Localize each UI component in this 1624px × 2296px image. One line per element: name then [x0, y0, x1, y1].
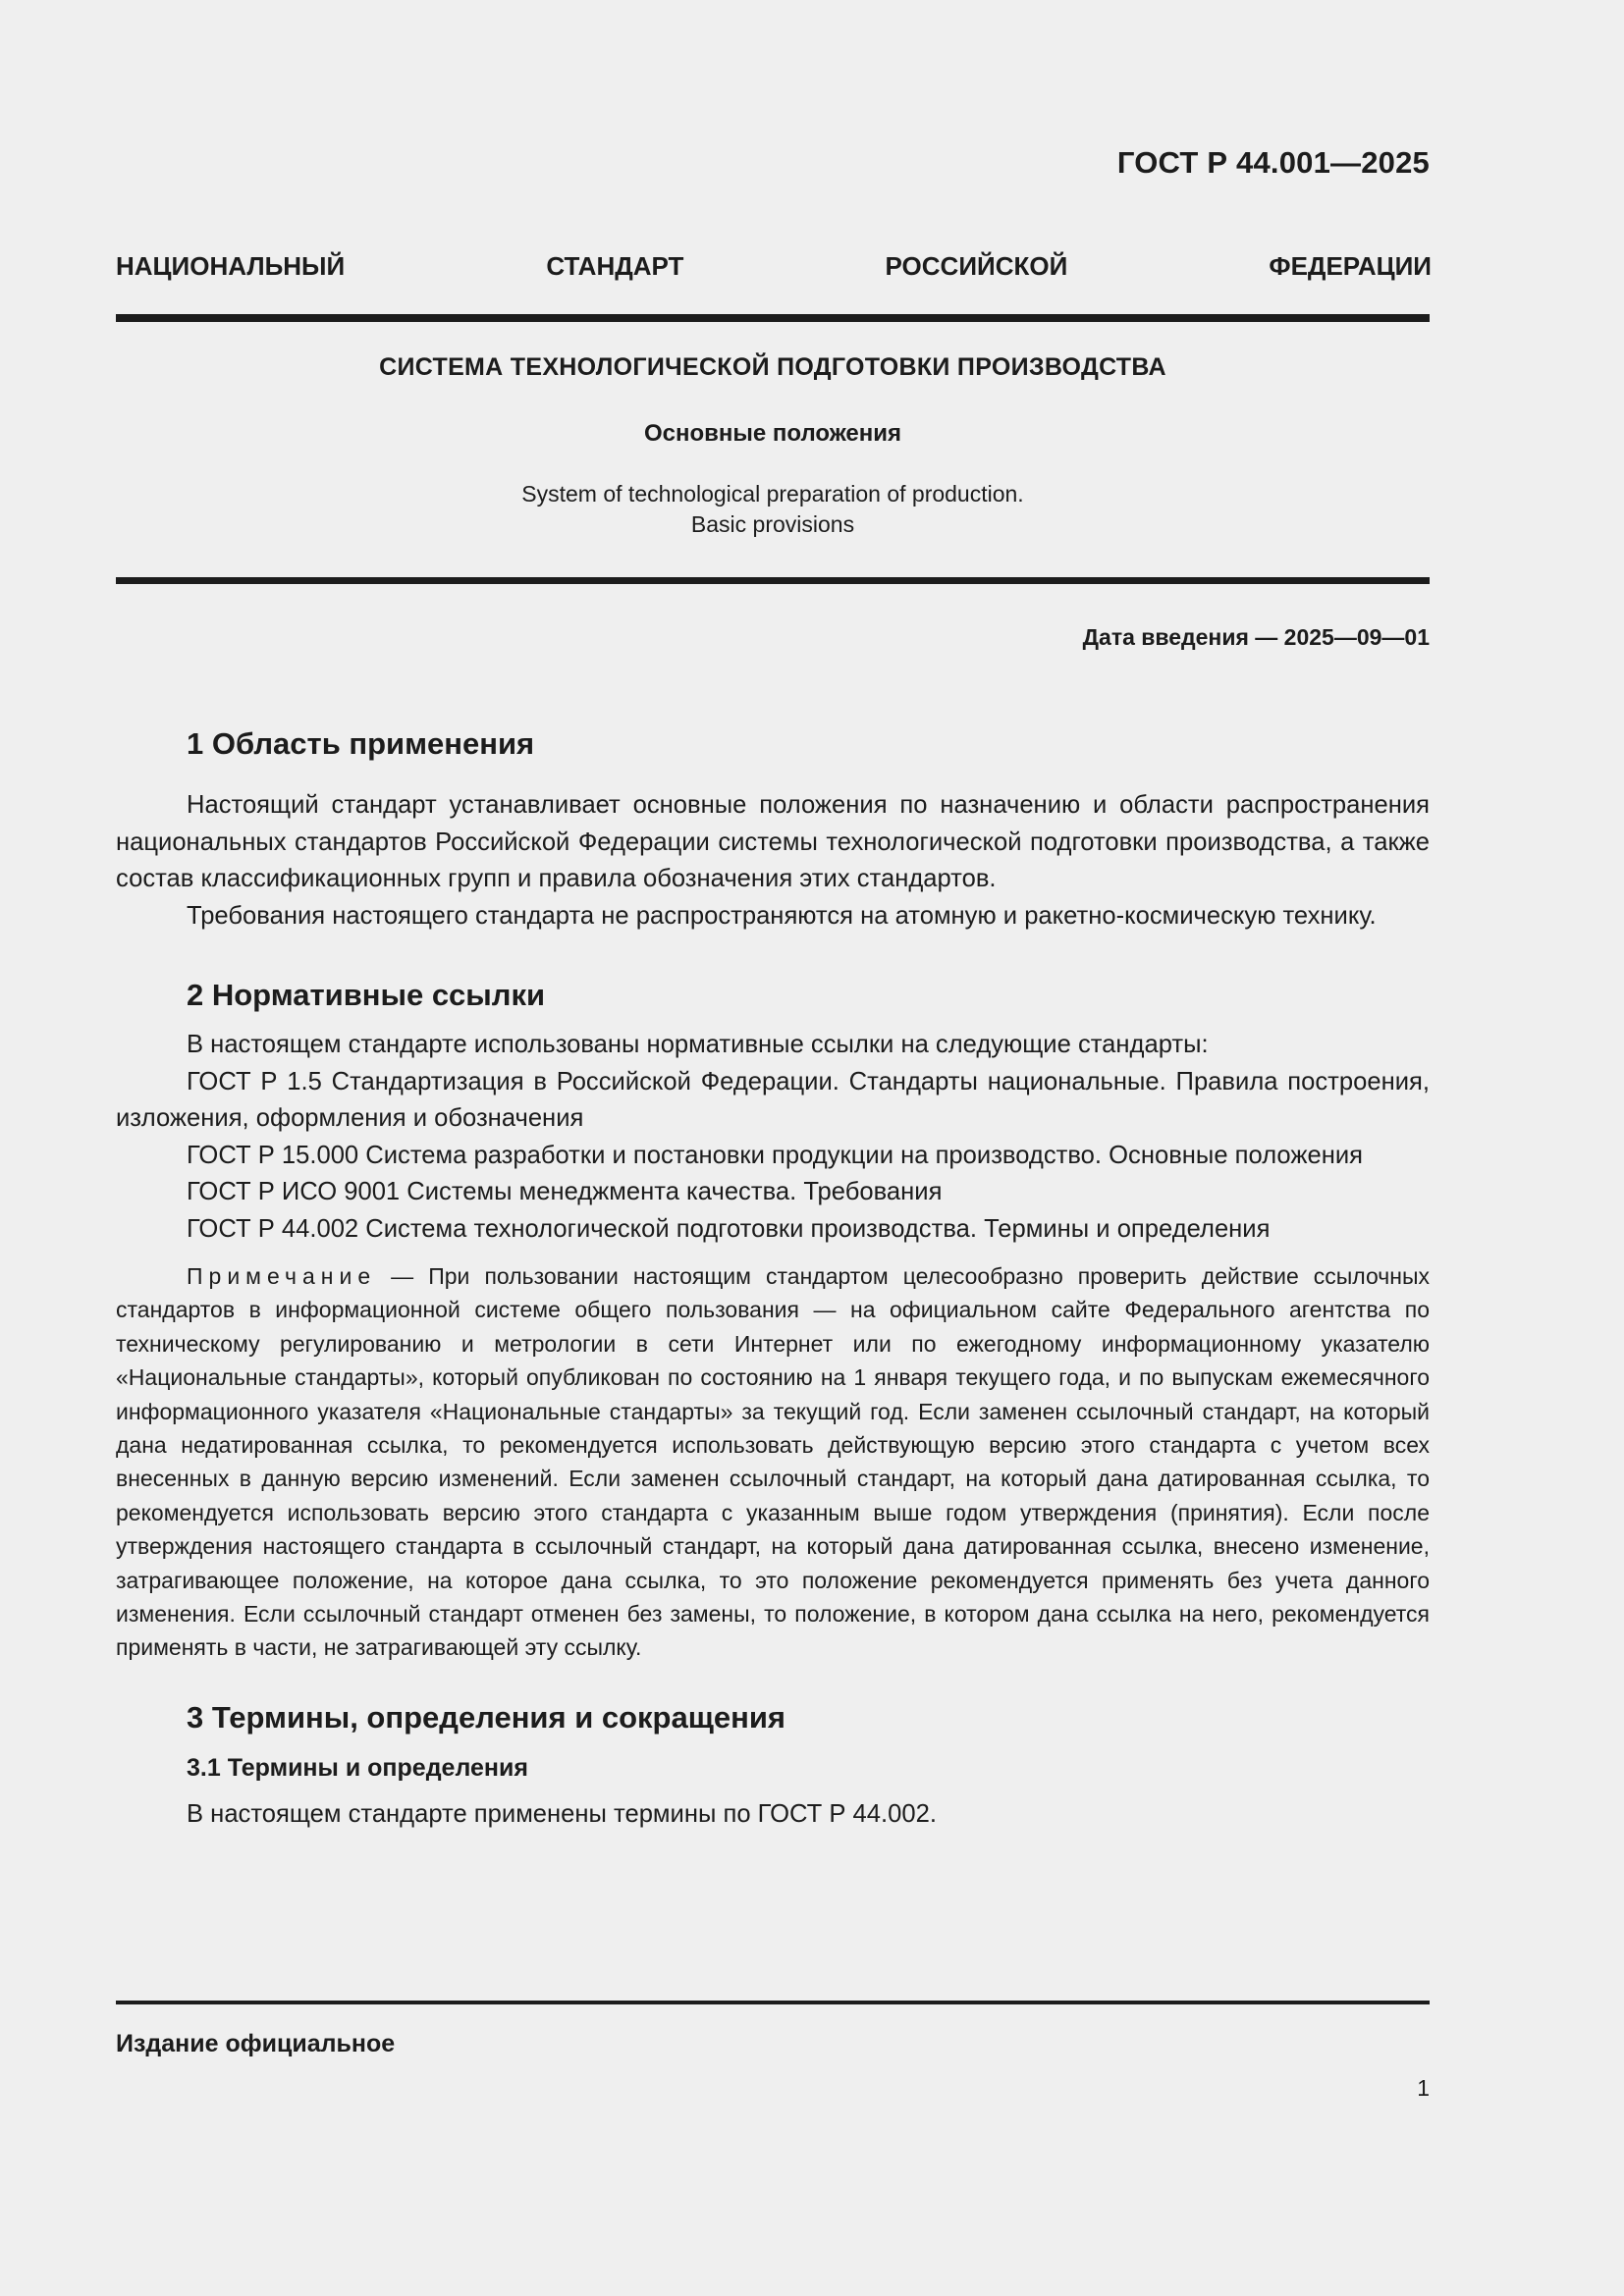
banner-word: СТАНДАРТ — [546, 251, 684, 281]
official-edition-label: Издание официальное — [116, 2030, 396, 2057]
page-number: 1 — [1417, 2075, 1430, 2101]
normative-reference: ГОСТ Р 1.5 Стандартизация в Российской Федерации. Стандарты национальные. Правила построения, изложения, оформления и обозначения — [116, 1067, 1430, 1132]
document-body — [116, 724, 1430, 1833]
note-label: Примечание — [187, 1263, 377, 1289]
english-title-line: System of technological preparation of production. — [521, 481, 1024, 507]
introduction-date: Дата введения — 2025—09—01 — [1082, 624, 1430, 650]
document-number: ГОСТ Р 44.001—2025 — [1116, 145, 1430, 180]
english-title-line: Basic provisions — [690, 511, 855, 537]
national-standard-banner — [116, 251, 1432, 282]
middle-divider — [116, 577, 1430, 584]
english-title — [116, 479, 1430, 540]
section-2-intro: В настоящем стандарте использованы нормативные ссылки на следующие стандарты: — [187, 1031, 1209, 1058]
note-text: — При пользовании настоящим стандартом целесообразно проверить действие ссылочных стандартов в информационной системе общего пользования — на официальном сайте Федерального агентства по техническому регулированию и метрологии в сети Интернет или по ежегодному информационному указателю «Национальные стандарты», который опубликован по состоянию на 1 января текущего года, и по выпускам ежемесячного информационного указателя «Национальные стандарты» за текущий год. Если заменен ссылочный стандарт, на который дана недатированная ссылка, то рекомендуется использовать действующую версию этого стандарта с учетом всех внесенных в данную версию изменений. Если заменен ссылочный стандарт, на который дана датированная ссылка, то рекомендуется использовать версию этого стандарта с указанным выше годом утверждения (принятия). Если после утверждения настоящего стандарта в ссылочный стандарт, на который дана датированная ссылка, внесено изменение, затрагивающее положение, на которое дана ссылка, то это положение рекомендуется применять без учета данного изменения. Если ссылочный стандарт отменен без замены, то положение, в котором дана ссылка на него, рекомендуется применять в части, не затрагивающей эту ссылку. — [116, 1263, 1430, 1661]
normative-reference: ГОСТ Р ИСО 9001 Системы менеджмента качества. Требования — [187, 1178, 943, 1205]
section-3-heading: 3 Термины, определения и сокращения — [187, 1699, 785, 1735]
document-title: СИСТЕМА ТЕХНОЛОГИЧЕСКОЙ ПОДГОТОВКИ ПРОИЗВОДСТВА — [379, 353, 1166, 381]
document-subtitle: Основные положения — [643, 420, 902, 447]
section-2-heading: 2 Нормативные ссылки — [187, 978, 546, 1012]
subsection-3-1-heading: 3.1 Термины и определения — [187, 1753, 528, 1782]
section-3-paragraph: В настоящем стандарте применены термины по ГОСТ Р 44.002. — [187, 1799, 937, 1828]
banner-word: ФЕДЕРАЦИИ — [1269, 251, 1432, 281]
section-1-paragraph: Настоящий стандарт устанавливает основные положения по назначению и области распространения национальных стандартов Российской Федерации системы технологической подготовки производства, а также состав классификационных групп и правила обозначения этих стандартов. — [116, 791, 1430, 892]
normative-reference: ГОСТ Р 44.002 Система технологической подготовки производства. Термины и определения — [187, 1214, 1271, 1243]
top-divider — [116, 314, 1430, 322]
banner-word: НАЦИОНАЛЬНЫЙ — [116, 251, 346, 281]
footer-divider — [116, 2001, 1430, 2004]
banner-word: РОССИЙСКОЙ — [885, 251, 1068, 281]
reference-note — [116, 1259, 1430, 1665]
normative-reference: ГОСТ Р 15.000 Система разработки и постановки продукции на производство. Основные положения — [187, 1141, 1364, 1169]
section-1-heading: 1 Область применения — [187, 726, 535, 761]
section-1-paragraph: Требования настоящего стандарта не распространяются на атомную и ракетно-космическую технику. — [187, 901, 1377, 930]
